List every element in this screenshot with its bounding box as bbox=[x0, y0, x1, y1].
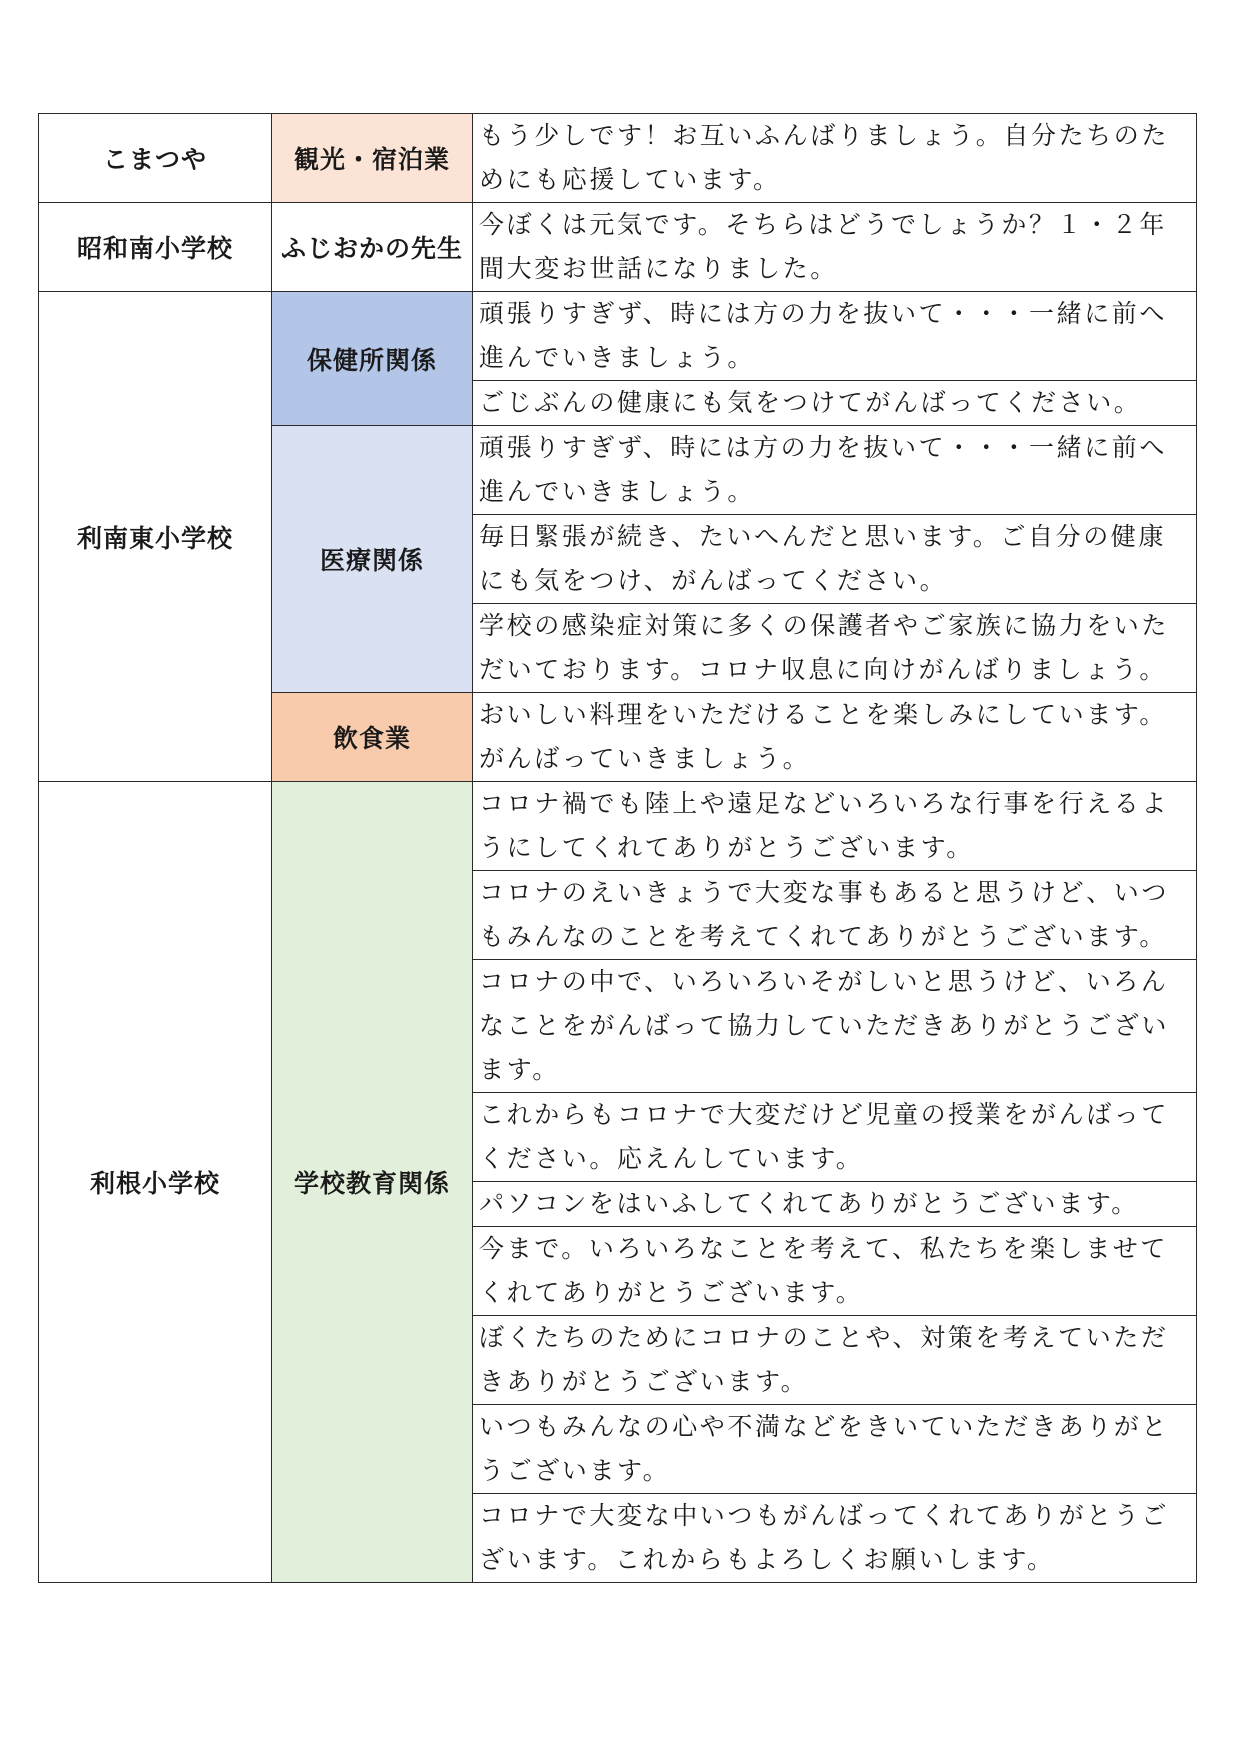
message-cell: ごじぶんの健康にも気をつけてがんばってください。 bbox=[473, 381, 1197, 426]
school-name: 利根小学校 bbox=[39, 782, 272, 1583]
message-cell: パソコンをはいふしてくれてありがとうございます。 bbox=[473, 1182, 1197, 1227]
school-name: 昭和南小学校 bbox=[39, 203, 272, 292]
category-label: ふじおかの先生 bbox=[272, 203, 473, 292]
message-cell: 今まで。いろいろなことを考えて、私たちを楽しませてくれてありがとうございます。 bbox=[473, 1227, 1197, 1316]
category-label: 保健所関係 bbox=[272, 292, 473, 426]
category-label: 学校教育関係 bbox=[272, 782, 473, 1583]
message-cell: いつもみんなの心や不満などをきいていただきありがとうございます。 bbox=[473, 1405, 1197, 1494]
message-cell: 今ぼくは元気です。そちらはどうでしょうか？１・２年間大変お世話になりました。 bbox=[473, 203, 1197, 292]
school-name: 利南東小学校 bbox=[39, 292, 272, 782]
message-cell: 頑張りすぎず、時には方の力を抜いて・・・一緒に前へ進んでいきましょう。 bbox=[473, 292, 1197, 381]
message-cell: おいしい料理をいただけることを楽しみにしています。がんばっていきましょう。 bbox=[473, 693, 1197, 782]
table-row bbox=[39, 782, 1197, 871]
table-row bbox=[39, 292, 1197, 381]
message-cell: コロナで大変な中いつもがんばってくれてありがとうございます。これからもよろしくお願いします。 bbox=[473, 1494, 1197, 1583]
category-label: 飲食業 bbox=[272, 693, 473, 782]
message-cell: もう少しです！お互いふんばりましょう。自分たちのためにも応援しています。 bbox=[473, 114, 1197, 203]
message-cell: ぼくたちのためにコロナのことや、対策を考えていただきありがとうございます。 bbox=[473, 1316, 1197, 1405]
message-cell: 毎日緊張が続き、たいへんだと思います。ご自分の健康にも気をつけ、がんばってください。 bbox=[473, 515, 1197, 604]
message-cell: コロナの中で、いろいろいそがしいと思うけど、いろんなことをがんばって協力していただきありがとうございます。 bbox=[473, 960, 1197, 1093]
message-cell: 学校の感染症対策に多くの保護者やご家族に協力をいただいております。コロナ収息に向けがんばりましょう。 bbox=[473, 604, 1197, 693]
message-cell: コロナ禍でも陸上や遠足などいろいろな行事を行えるようにしてくれてありがとうございます。 bbox=[473, 782, 1197, 871]
message-cell: 頑張りすぎず、時には方の力を抜いて・・・一緒に前へ進んでいきましょう。 bbox=[473, 426, 1197, 515]
category-label: 医療関係 bbox=[272, 426, 473, 693]
message-cell: コロナのえいきょうで大変な事もあると思うけど、いつもみんなのことを考えてくれてありがとうございます。 bbox=[473, 871, 1197, 960]
table-row bbox=[39, 203, 1197, 292]
message-table bbox=[38, 113, 1197, 1583]
message-cell: これからもコロナで大変だけど児童の授業をがんばってください。応えんしています。 bbox=[473, 1093, 1197, 1182]
category-label: 観光・宿泊業 bbox=[272, 114, 473, 203]
school-name: こまつや bbox=[39, 114, 272, 203]
table-row bbox=[39, 114, 1197, 203]
